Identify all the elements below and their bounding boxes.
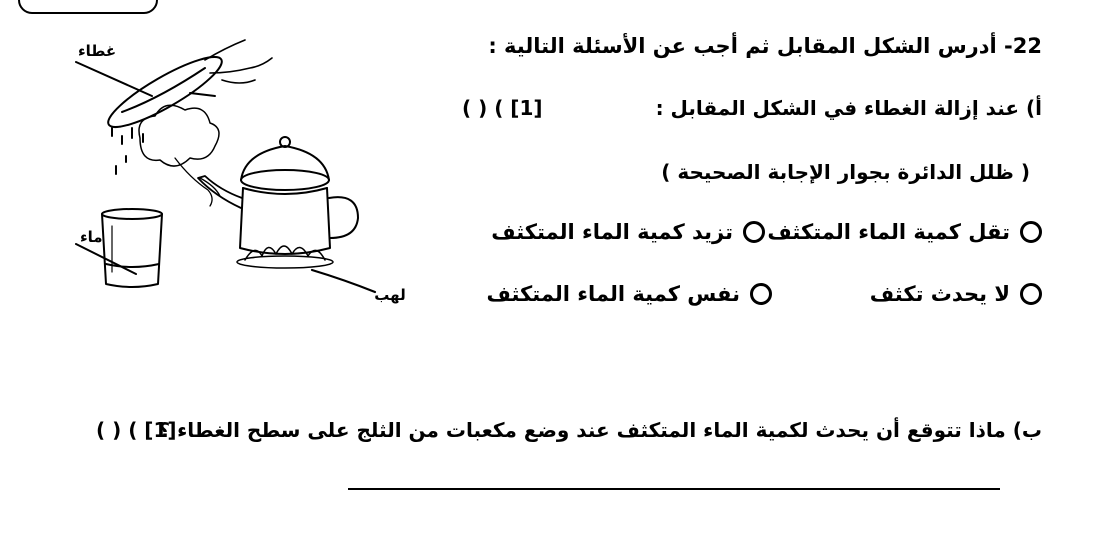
- kettle-icon: [198, 137, 358, 254]
- water-label: ماء: [80, 228, 103, 246]
- option-label: نفس كمية الماء المتكثف: [486, 282, 740, 306]
- radio-circle-icon[interactable]: [743, 221, 765, 243]
- instruction-text: ( ظلل الدائرة بجوار الإجابة الصحيحة ): [661, 160, 1030, 184]
- part-b-question: ب) ماذا تتوقع أن يحدث لكمية الماء المتكثف عند وضع مكعبات من الثلج على سطح الغطاء ؟: [158, 418, 1042, 442]
- beaker-icon: [102, 209, 162, 287]
- lid-leader-line: [76, 62, 152, 96]
- hand-icon: [205, 40, 272, 83]
- steam-icon: [139, 105, 219, 166]
- flame-label: لهب: [374, 286, 406, 304]
- option-label: لا يحدث تكثف: [869, 282, 1010, 306]
- lid-label: غطاء: [78, 42, 117, 60]
- part-a-question: أ) عند إزالة الغطاء في الشكل المقابل :: [655, 96, 1042, 120]
- option-same[interactable]: [486, 282, 772, 306]
- option-label: تقل كمية الماء المتكثف: [767, 220, 1010, 244]
- droplets-icon: [112, 128, 143, 174]
- condensation-figure: [40, 28, 420, 308]
- radio-circle-icon[interactable]: [1020, 283, 1042, 305]
- radio-circle-icon[interactable]: [750, 283, 772, 305]
- part-a-mark: ( ) ( [1]: [462, 96, 543, 120]
- answer-line[interactable]: [348, 488, 1000, 490]
- option-no-condensation[interactable]: [870, 282, 1042, 306]
- flame-leader-line: [312, 270, 375, 292]
- question-title: 22- أدرس الشكل المقابل ثم أجب عن الأسئلة التالية :: [488, 34, 1042, 58]
- radio-circle-icon[interactable]: [1020, 221, 1042, 243]
- part-b-mark: ( ) ( [1]: [96, 418, 177, 442]
- option-decrease[interactable]: [767, 220, 1042, 244]
- option-label: تزيد كمية الماء المتكثف: [491, 220, 733, 244]
- option-increase[interactable]: [491, 220, 765, 244]
- lid-icon: [101, 47, 229, 138]
- header-box: [18, 0, 158, 14]
